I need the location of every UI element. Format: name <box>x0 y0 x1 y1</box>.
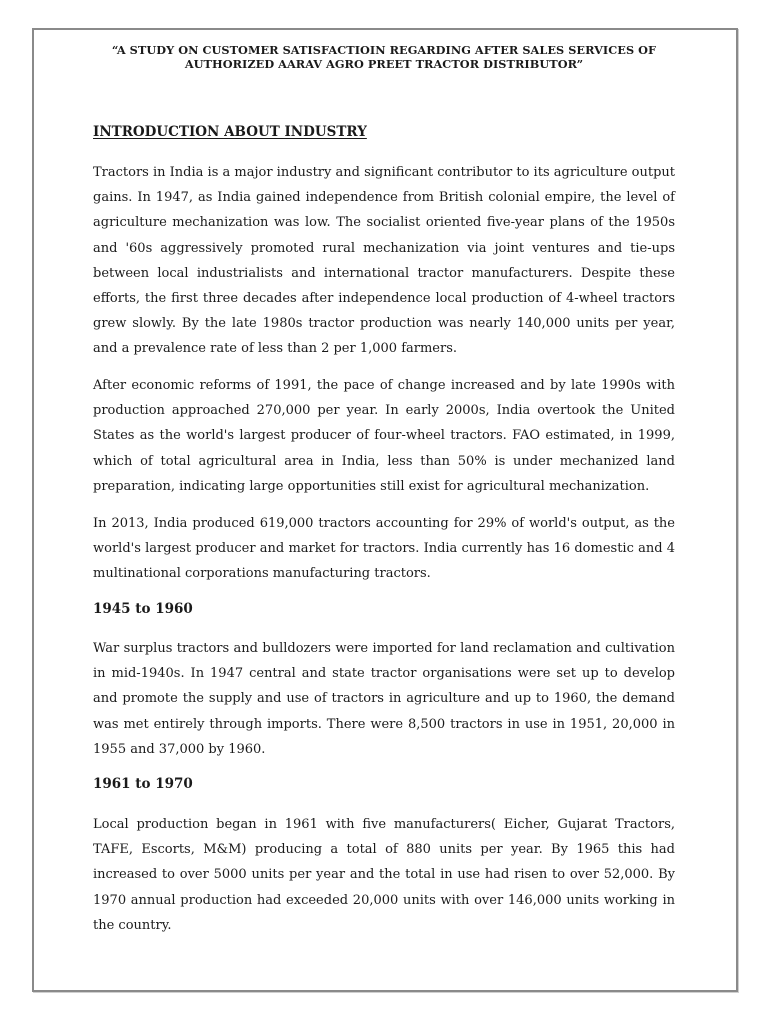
subheading-1961-1970: 1961 to 1970 <box>93 776 193 792</box>
paragraph-1961-1970: Local production began in 1961 with five manufacturers( Eicher, Gujarat Tractors, TAFE, Escorts, M&M) producing a total of 880 units per year. By 1965 this had increased to over 5000 units per year and the total in use had risen to over 52,000. By 1970 annual production had exceeded 20,000 units with over 146,000 units working in the country. <box>93 817 675 933</box>
paragraph-intro: Tractors in India is a major industry and significant contributor to its agriculture output gains. In 1947, as India gained independence from British colonial empire, the level of agriculture mechanization was low. The socialist oriented five-year plans of the 1950s and '60s aggressively promoted rural mechanization via joint ventures and tie-ups between local industrialists and international tractor manufacturers. Despite these efforts, the first three decades after independence local production of 4-wheel tractors grew slowly. By the late 1980s tractor production was nearly 140,000 units per year, and a prevalence rate of less than 2 per 1,000 farmers. <box>93 165 675 357</box>
paragraph-reforms: After economic reforms of 1991, the pace of change increased and by late 1990s with production approached 270,000 per year. In early 2000s, India overtook the United States as the world's largest producer of four-wheel tractors. FAO estimated, in 1999, which of total agricultural area in India, less than 50% is under mechanized land preparation, indicating large opportunities still exist for agricultural mechanization. <box>93 378 675 494</box>
document-title <box>92 43 676 71</box>
title-line-2: AUTHORIZED AARAV AGRO PREET TRACTOR DISTRIBUTOR” <box>184 57 584 71</box>
paragraph-2013: In 2013, India produced 619,000 tractors accounting for 29% of world's output, as the world's largest producer and market for tractors. India currently has 16 domestic and 4 multinational corporations manufacturing tractors. <box>93 516 675 582</box>
subheading-1945-1960: 1945 to 1960 <box>93 601 193 617</box>
paragraph-1945-1960: War surplus tractors and bulldozers were imported for land reclamation and cultivation in mid-1940s. In 1947 central and state tractor organisations were set up to develop and promote the supply and use of tractors in agriculture and up to 1960, the demand was met entirely through imports. There were 8,500 tractors in use in 1951, 20,000 in 1955 and 37,000 by 1960. <box>93 641 675 757</box>
title-line-1: “A STUDY ON CUSTOMER SATISFACTIOIN REGARDING AFTER SALES SERVICES OF <box>111 43 657 57</box>
section-heading: INTRODUCTION ABOUT INDUSTRY <box>93 124 367 140</box>
